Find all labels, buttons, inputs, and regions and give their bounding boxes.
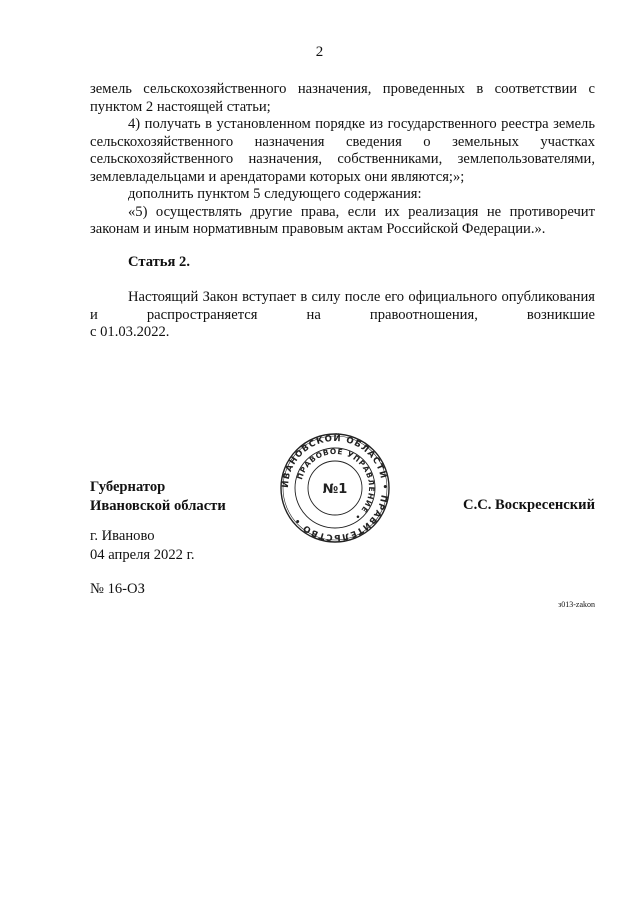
article-heading: Статья 2. — [128, 254, 190, 270]
stamp-center-number: №1 — [322, 482, 348, 497]
file-code: з013-zakon — [558, 600, 595, 609]
signatory-title — [90, 478, 226, 516]
paragraph: земель сельскохозяйственного назначения, проведенных в соответствии с пунктом 2 настоящей статьи; — [90, 81, 595, 115]
paragraph: 4) получать в установленном порядке из государственного реестра земель сельскохозяйственного назначения сведения о земельных участках сельскохозяйственного назначения, собственниками, землепользователями, землевладельцами и арендаторами которых они являются;»; — [90, 116, 595, 185]
paragraph: с 01.03.2022. — [90, 324, 170, 340]
place: г. Иваново — [90, 528, 155, 544]
paragraph: дополнить пунктом 5 следующего содержания: — [128, 186, 422, 202]
place-and-date — [90, 527, 195, 565]
signatory-title-line: Губернатор — [90, 479, 166, 495]
article-1-continuation — [90, 81, 595, 239]
law-number: № 16-ОЗ — [90, 581, 145, 597]
paragraph: Настоящий Закон вступает в силу после его официального опубликования и распространяется на правоотношения, возникшие — [90, 289, 595, 323]
signatory-name: С.С. Воскресенский — [463, 497, 595, 513]
article-2-text — [90, 289, 595, 342]
page-number: 2 — [315, 44, 324, 60]
signatory-title-line: Ивановской области — [90, 498, 226, 514]
official-seal-stamp — [279, 432, 391, 544]
paragraph: «5) осуществлять другие права, если их реализация не противоречит законам и иным нормативным правовым актам Российской Федерации.». — [90, 203, 595, 237]
stamp-outer-text: ИВАНОВСКОЙ ОБЛАСТИ • ПРАВИТЕЛЬСТВО • — [280, 433, 390, 543]
stamp-inner-text: ПРАВОВОЕ УПРАВЛЕНИЕ • — [295, 446, 377, 523]
date: 04 апреля 2022 г. — [90, 547, 195, 563]
